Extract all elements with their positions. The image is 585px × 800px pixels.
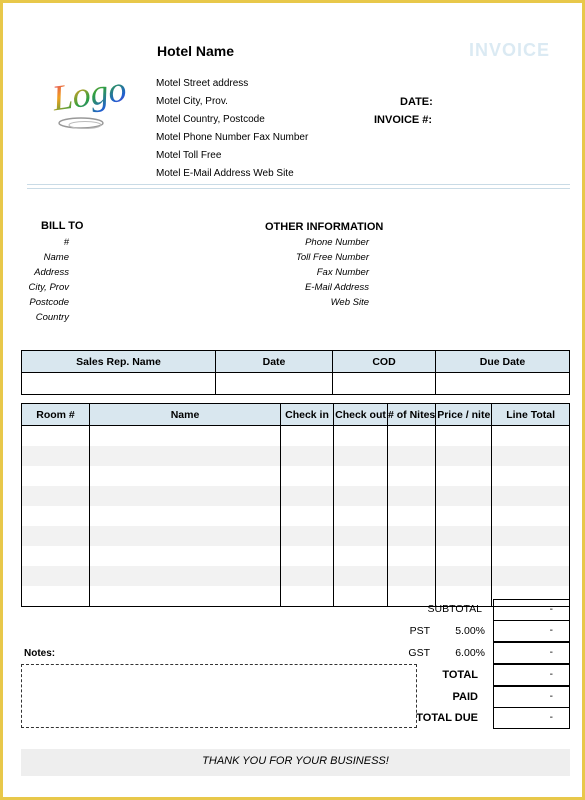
table-row xyxy=(22,526,570,546)
other-info-field: Toll Free Number xyxy=(295,252,369,263)
divider xyxy=(27,188,570,189)
table-row xyxy=(22,466,570,486)
total-due-value: - xyxy=(493,707,570,729)
nites-header: # of Nites xyxy=(388,404,436,426)
other-info-field: Phone Number xyxy=(305,237,369,248)
price-header: Price / nite xyxy=(436,404,492,426)
thank-you-footer: THANK YOU FOR YOUR BUSINESS! xyxy=(21,749,570,776)
address-line: Motel Phone Number Fax Number xyxy=(156,132,309,143)
total-label: TOTAL xyxy=(442,669,478,681)
bill-to-field: Name xyxy=(43,252,69,263)
due-date-cell[interactable] xyxy=(436,373,570,395)
notes-label: Notes: xyxy=(24,648,56,659)
address-line: Motel E-Mail Address Web Site xyxy=(156,168,294,179)
other-info-title: OTHER INFORMATION xyxy=(265,221,384,233)
total-value: - xyxy=(493,664,570,686)
hotel-name: Hotel Name xyxy=(157,43,235,59)
table-row xyxy=(22,426,570,447)
table-row xyxy=(22,586,570,607)
other-info-field: Fax Number xyxy=(316,267,369,278)
sales-table xyxy=(21,350,570,395)
notes-field[interactable] xyxy=(21,664,417,728)
check-out-header: Check out xyxy=(334,404,388,426)
due-date-header: Due Date xyxy=(436,351,570,373)
cod-cell[interactable] xyxy=(333,373,436,395)
invoice-title: INVOICE xyxy=(469,40,551,60)
table-row xyxy=(22,546,570,566)
bill-to-field: Postcode xyxy=(29,297,69,308)
total-due-label: TOTAL DUE xyxy=(416,712,478,724)
bill-to-title: BILL TO xyxy=(41,220,84,232)
other-info-field: Web Site xyxy=(330,297,369,308)
pst-rate[interactable]: 5.00% xyxy=(455,625,485,637)
address-line: Motel Country, Postcode xyxy=(156,114,265,125)
table-row xyxy=(22,566,570,586)
sales-rep-cell[interactable] xyxy=(22,373,216,395)
name-header: Name xyxy=(90,404,281,426)
date-header: Date xyxy=(216,351,333,373)
bill-to-field: Country xyxy=(35,312,69,323)
sales-rep-header: Sales Rep. Name xyxy=(22,351,216,373)
date-cell[interactable] xyxy=(216,373,333,395)
paid-label: PAID xyxy=(452,691,478,703)
line-total-header: Line Total xyxy=(492,404,570,426)
subtotal-label: SUBTOTAL xyxy=(427,603,482,615)
paid-value[interactable]: - xyxy=(493,686,570,708)
logo-text: Logo xyxy=(49,68,129,119)
date-label: DATE: xyxy=(400,96,433,108)
address-line: Motel Toll Free xyxy=(156,150,222,161)
gst-rate[interactable]: 6.00% xyxy=(455,647,485,659)
table-row xyxy=(22,446,570,466)
address-line: Motel City, Prov. xyxy=(156,96,228,107)
cod-header: COD xyxy=(333,351,436,373)
bill-to-field: Address xyxy=(34,267,69,278)
gst-value: - xyxy=(493,642,570,664)
other-info-field: E-Mail Address xyxy=(304,282,369,293)
logo xyxy=(49,65,129,133)
table-row xyxy=(22,486,570,506)
gst-label: GST xyxy=(408,647,430,659)
invoice-number-label: INVOICE #: xyxy=(374,114,433,126)
pst-value: - xyxy=(493,620,570,642)
address-line: Motel Street address xyxy=(156,78,249,89)
check-in-header: Check in xyxy=(281,404,334,426)
pst-label: PST xyxy=(409,625,430,637)
room-header: Room # xyxy=(22,404,90,426)
subtotal-value: - xyxy=(493,599,570,621)
bill-to-field: City, Prov xyxy=(28,282,69,293)
table-row xyxy=(22,506,570,526)
bill-to-field: # xyxy=(63,237,69,248)
divider xyxy=(27,184,570,185)
items-table xyxy=(21,403,570,607)
